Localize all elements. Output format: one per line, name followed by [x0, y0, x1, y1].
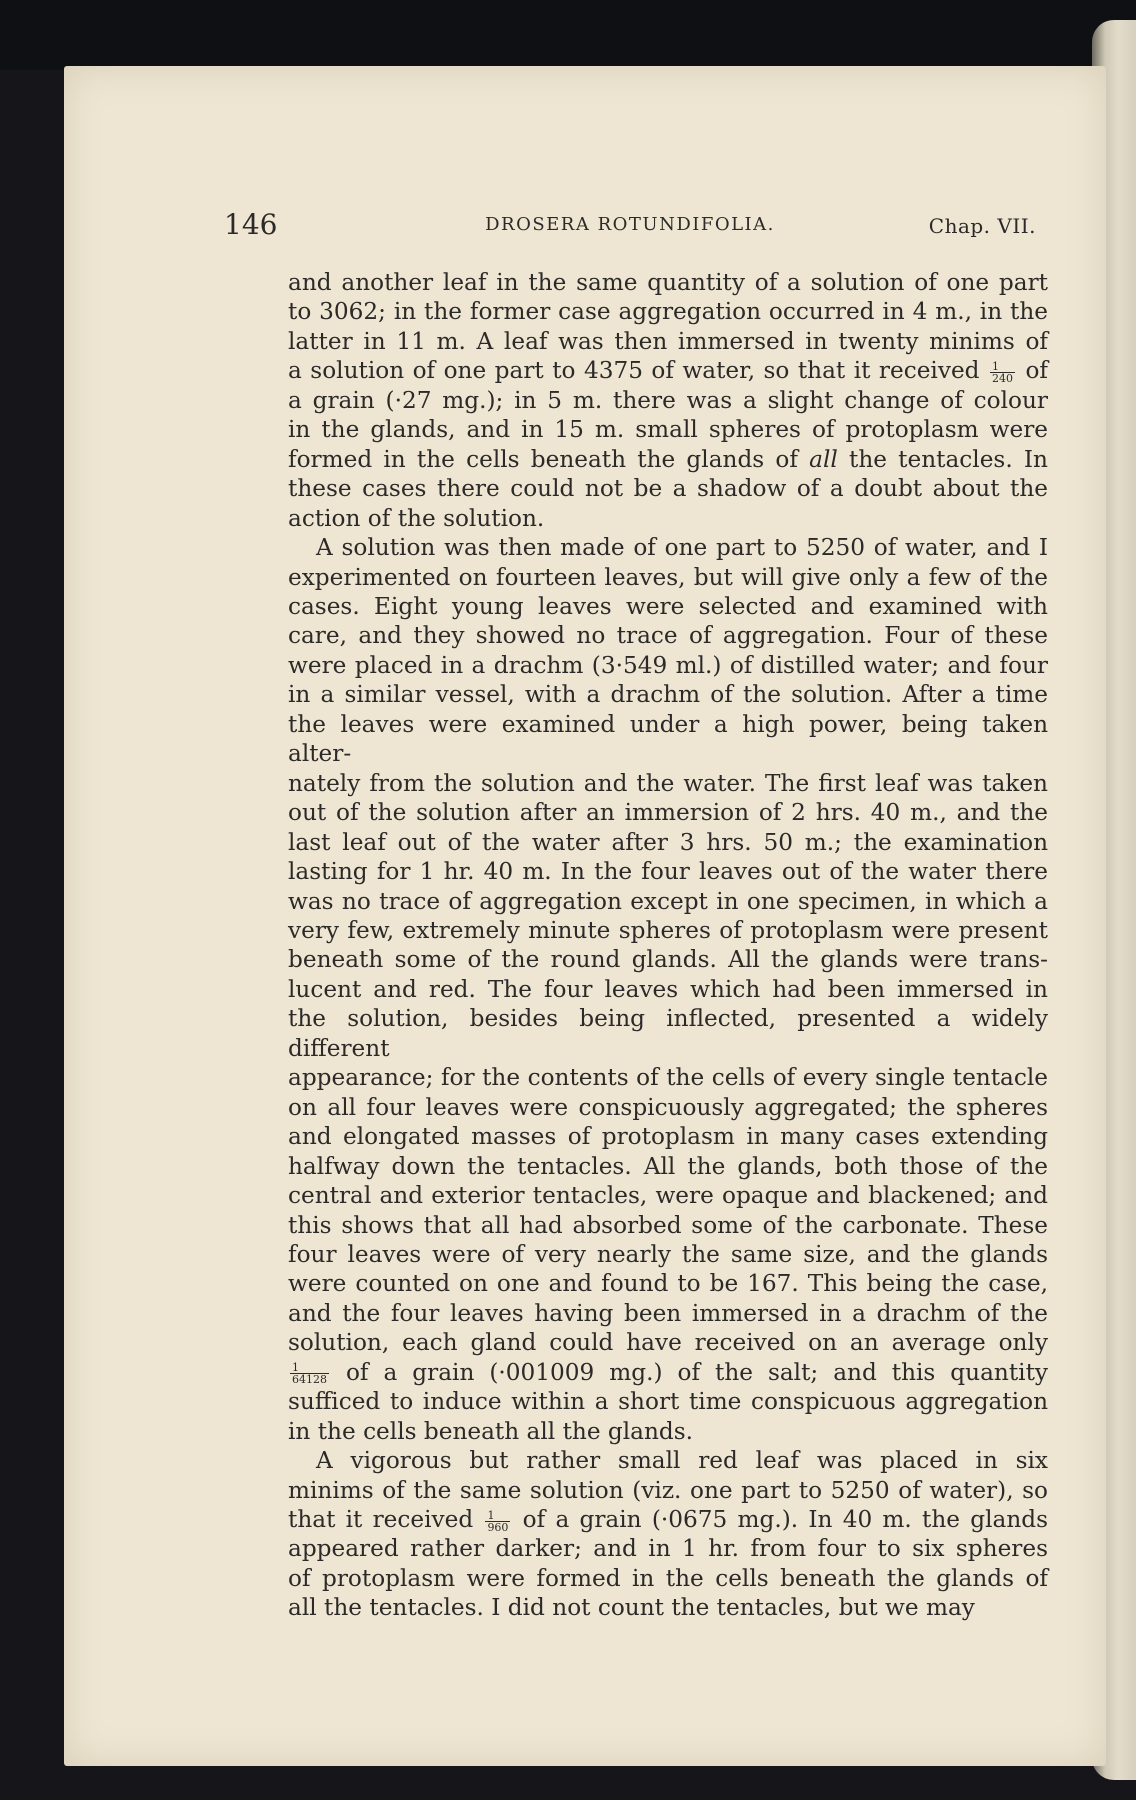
text-line: a grain (·27 mg.); in 5 m. there was a slight change of colour	[288, 386, 1048, 414]
fraction-numerator: 1	[290, 1362, 329, 1374]
text-line: the solution, besides being inflected, presented a widely different	[288, 1005, 1048, 1062]
text-line: very few, extremely minute spheres of protoplasm were present	[288, 916, 1048, 944]
text-line: solution, each gland could have received on an average only	[288, 1329, 1048, 1357]
fraction-denominator: 960	[487, 1520, 509, 1534]
text-line: on all four leaves were conspicuously aggregated; the spheres	[288, 1093, 1048, 1121]
text-line: of protoplasm were formed in the cells beneath the glands of	[288, 1564, 1048, 1592]
text-line: a solution of one part to 4375 of water, so that it received $\frac{1}{240}$ of	[288, 357, 1048, 385]
text-line: sufficed to induce within a short time conspicuous aggregation	[288, 1388, 1048, 1416]
text-line: minims of the same solution (viz. one part to 5250 of water), so	[288, 1476, 1048, 1504]
text-line: A vigorous but rather small red leaf was placed in six	[316, 1447, 1048, 1475]
fraction-denominator: 64128	[292, 1373, 327, 1387]
text-line: latter in 11 m. A leaf was then immersed in twenty minims of	[288, 327, 1048, 355]
running-title: DROSERA ROTUNDIFOLIA.	[485, 214, 775, 235]
text-line: beneath some of the round glands. All the glands were trans-	[288, 946, 1048, 974]
text-line: the leaves were examined under a high power, being taken alter-	[288, 710, 1048, 768]
text-line: action of the solution.	[288, 504, 545, 532]
text-line: halfway down the tentacles. All the glands, both those of the	[288, 1152, 1048, 1180]
text-line: were placed in a drachm (3·549 ml.) of distilled water; and four	[288, 651, 1048, 679]
text-line: lasting for 1 hr. 40 m. In the four leaves out of the water there	[288, 858, 1048, 886]
text-line: appearance; for the contents of the cells of every single tentacle	[288, 1064, 1048, 1092]
text-line: all the tentacles. I did not count the tentacles, but we may	[288, 1594, 975, 1622]
page-number: 146	[224, 208, 278, 241]
text-line: experimented on fourteen leaves, but will give only a few of the	[288, 563, 1048, 591]
text-line: lucent and red. The four leaves which had been immersed in	[288, 975, 1048, 1003]
text-line: care, and they showed no trace of aggregation. Four of these	[288, 622, 1048, 650]
text-line: in a similar vessel, with a drachm of the solution. After a time	[288, 681, 1048, 709]
text-line: nately from the solution and the water. The first leaf was taken	[288, 769, 1048, 797]
emphasis: all	[809, 445, 838, 473]
fraction-numerator: 1	[485, 1510, 510, 1522]
body-text	[288, 268, 1048, 1623]
paragraph	[288, 268, 1048, 533]
text-line: these cases there could not be a shadow of a doubt about the	[288, 475, 1048, 503]
fraction	[990, 361, 1015, 384]
fraction	[485, 1510, 510, 1533]
text-line: $\frac{1}{64128}$ of a grain (·001009 mg.) of the salt; and this quantity	[292, 1358, 1048, 1387]
text-line: that it received $\frac{1}{960}$ of a grain (·0675 mg.). In 40 m. the glands	[288, 1506, 1048, 1534]
fraction-denominator: 240	[991, 371, 1013, 385]
text-line: central and exterior tentacles, were opaque and blackened; and	[288, 1182, 1048, 1210]
scan-background	[0, 0, 1136, 70]
text-line: cases. Eight young leaves were selected and examined with	[288, 592, 1048, 620]
text-line: and elongated masses of protoplasm in many cases extending	[288, 1123, 1048, 1151]
text-line: four leaves were of very nearly the same size, and the glands	[288, 1240, 1048, 1268]
text-line: was no trace of aggregation except in one specimen, in which a	[288, 887, 1048, 915]
text-line: and the four leaves having been immersed in a drachm of the	[288, 1299, 1048, 1327]
text-line: to 3062; in the former case aggregation occurred in 4 m., in the	[288, 298, 1048, 326]
text-line: appeared rather darker; and in 1 hr. from four to six spheres	[288, 1535, 1048, 1563]
chapter-label: Chap. VII.	[928, 214, 1036, 238]
text-line: and another leaf in the same quantity of a solution of one part	[288, 269, 1048, 296]
text-line: were counted on one and found to be 167. This being the case,	[288, 1270, 1048, 1298]
text-line: this shows that all had absorbed some of the carbonate. These	[288, 1211, 1048, 1239]
paragraph	[288, 533, 1048, 1446]
fraction	[290, 1362, 329, 1385]
text-line: A solution was then made of one part to 5250 of water, and I	[316, 534, 1048, 562]
text-line: last leaf out of the water after 3 hrs. 50 m.; the examination	[288, 828, 1048, 856]
text-line: in the glands, and in 15 m. small spheres of protoplasm were	[288, 416, 1048, 444]
text-line: in the cells beneath all the glands.	[288, 1417, 694, 1445]
text-line: out of the solution after an immersion of 2 hrs. 40 m., and the	[288, 799, 1048, 827]
paragraph	[288, 1446, 1048, 1623]
fraction-numerator: 1	[990, 361, 1015, 373]
text-line: formed in the cells beneath the glands of all the tentacles. In	[288, 445, 1048, 473]
page-header	[224, 208, 1036, 244]
